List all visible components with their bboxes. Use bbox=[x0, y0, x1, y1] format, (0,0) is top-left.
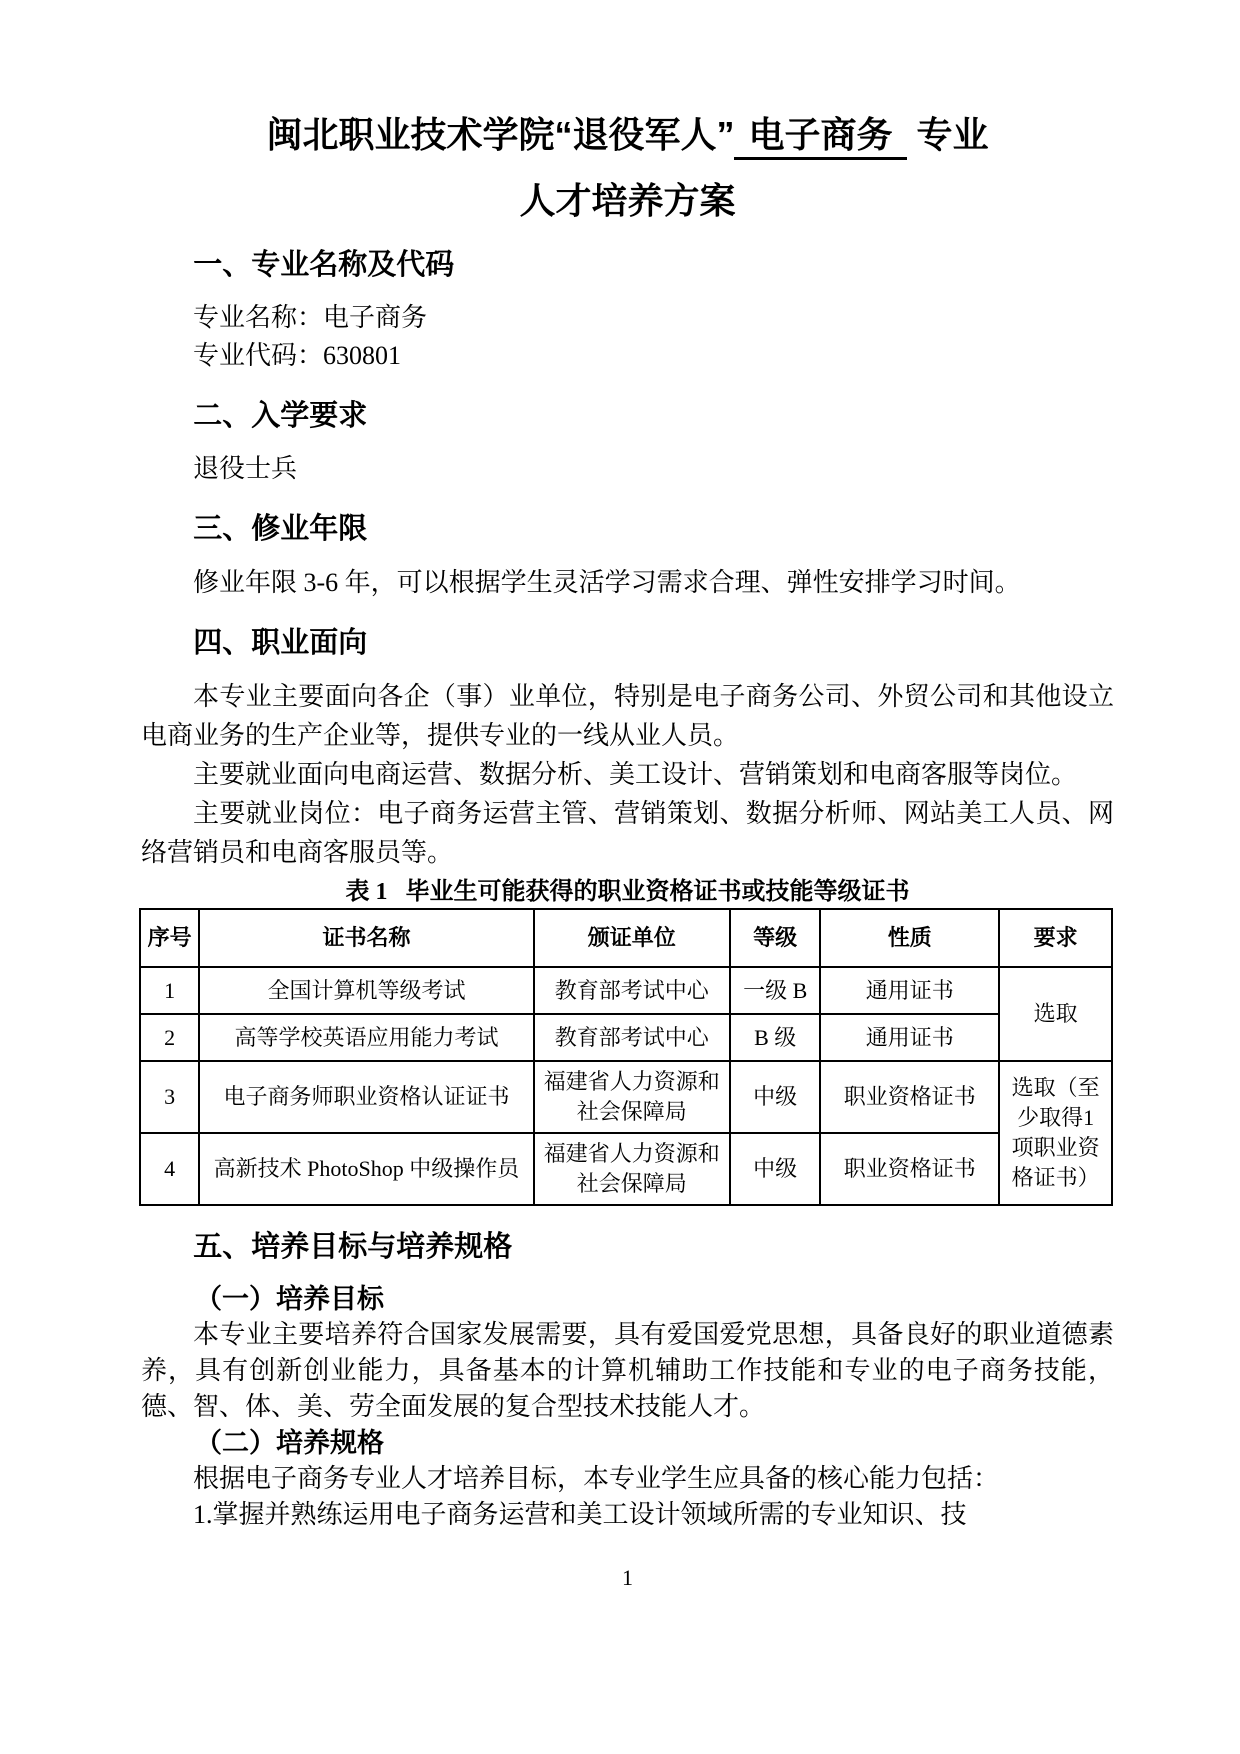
certificate-table bbox=[139, 908, 1113, 1206]
cell-requirement-merged-2: 选取（至少取得1项职业资格证书） bbox=[999, 1061, 1112, 1205]
title-suffix: 专业 bbox=[916, 114, 989, 155]
table-row bbox=[140, 967, 1112, 1014]
header-cell-issuer: 颁证单位 bbox=[534, 909, 730, 967]
section-heading-4: 四、职业面向 bbox=[193, 627, 368, 659]
header-cell-nature: 性质 bbox=[820, 909, 999, 967]
cell-no: 1 bbox=[140, 967, 199, 1014]
header-cell-no: 序号 bbox=[140, 909, 199, 967]
major-code-line: 专业代码：630801 bbox=[193, 341, 402, 370]
header-cell-level: 等级 bbox=[730, 909, 820, 967]
page-title-line2: 人才培养方案 bbox=[519, 180, 736, 221]
section-heading-5: 五、培养目标与培养规格 bbox=[193, 1231, 513, 1263]
cell-nature: 通用证书 bbox=[820, 1014, 999, 1061]
training-goal-paragraph: 本专业主要培养符合国家发展需要，具有爱国爱党思想，具备良好的职业道德素养，具有创新创业能力，具备基本的计算机辅助工作技能和专业的电子商务技能，德、智、体、美、劳全面发展的复合型技术技能人才。 bbox=[141, 1320, 1114, 1421]
cell-level: 中级 bbox=[730, 1061, 820, 1133]
cell-level: 中级 bbox=[730, 1133, 820, 1205]
cell-cert-name: 高新技术 PhotoShop 中级操作员 bbox=[199, 1133, 533, 1205]
document-content bbox=[141, 112, 1114, 1591]
table-row bbox=[140, 1133, 1112, 1205]
table-caption-text: 毕业生可能获得的职业资格证书或技能等级证书 bbox=[405, 879, 910, 905]
cell-nature: 职业资格证书 bbox=[820, 1061, 999, 1133]
header-cell-requirement: 要求 bbox=[999, 909, 1112, 967]
table-row bbox=[140, 1061, 1112, 1133]
section-heading-1: 一、专业名称及代码 bbox=[193, 249, 455, 281]
cell-nature: 职业资格证书 bbox=[820, 1133, 999, 1205]
sub-heading-training-goal: （一）培养目标 bbox=[195, 1284, 384, 1314]
cell-level: B 级 bbox=[730, 1014, 820, 1061]
training-spec-item-1: 1.掌握并熟练运用电子商务运营和美工设计领域所需的专业知识、技 bbox=[193, 1500, 967, 1529]
cell-requirement-merged-1: 选取 bbox=[999, 967, 1112, 1061]
cell-no: 4 bbox=[140, 1133, 199, 1205]
section-heading-2: 二、入学要求 bbox=[193, 400, 368, 432]
career-orientation-paragraph-1: 本专业主要面向各企（事）业单位，特别是电子商务公司、外贸公司和其他设立电商业务的生产企业等，提供专业的一线从业人员。 bbox=[141, 682, 1114, 750]
cell-issuer: 教育部考试中心 bbox=[534, 1014, 730, 1061]
study-period-paragraph: 修业年限 3-6 年，可以根据学生灵活学习需求合理、弹性安排学习时间。 bbox=[193, 568, 1021, 597]
career-orientation-paragraph-2: 主要就业面向电商运营、数据分析、美工设计、营销策划和电商客服等岗位。 bbox=[193, 760, 1078, 789]
table-header-row bbox=[140, 909, 1112, 967]
cell-issuer: 福建省人力资源和社会保障局 bbox=[534, 1133, 730, 1205]
cell-cert-name: 电子商务师职业资格认证证书 bbox=[199, 1061, 533, 1133]
cell-no: 3 bbox=[140, 1061, 199, 1133]
cell-nature: 通用证书 bbox=[820, 967, 999, 1014]
cell-no: 2 bbox=[140, 1014, 199, 1061]
training-spec-paragraph: 根据电子商务专业人才培养目标，本专业学生应具备的核心能力包括： bbox=[193, 1464, 1000, 1493]
cell-cert-name: 高等学校英语应用能力考试 bbox=[199, 1014, 533, 1061]
entry-requirement-line: 退役士兵 bbox=[193, 454, 298, 483]
table-caption-label: 表 1 bbox=[345, 879, 388, 905]
cell-cert-name: 全国计算机等级考试 bbox=[199, 967, 533, 1014]
table-row bbox=[140, 1014, 1112, 1061]
career-orientation-paragraph-3: 主要就业岗位：电子商务运营主管、营销策划、数据分析师、网站美工人员、网络营销员和电商客服员等。 bbox=[141, 799, 1114, 867]
page-title-line1 bbox=[141, 112, 1114, 158]
title-major-underlined: 电子商务 bbox=[734, 114, 906, 160]
table-caption bbox=[141, 876, 1114, 908]
cell-issuer: 福建省人力资源和社会保障局 bbox=[534, 1061, 730, 1133]
cell-level: 一级 B bbox=[730, 967, 820, 1014]
sub-heading-training-spec: （二）培养规格 bbox=[195, 1428, 384, 1458]
cell-issuer: 教育部考试中心 bbox=[534, 967, 730, 1014]
page-number: 1 bbox=[622, 1565, 633, 1590]
section-heading-3: 三、修业年限 bbox=[193, 513, 368, 545]
title-prefix: 闽北职业技术学院“退役军人” bbox=[266, 114, 735, 155]
header-cell-name: 证书名称 bbox=[199, 909, 533, 967]
major-name-line: 专业名称：电子商务 bbox=[193, 303, 428, 332]
